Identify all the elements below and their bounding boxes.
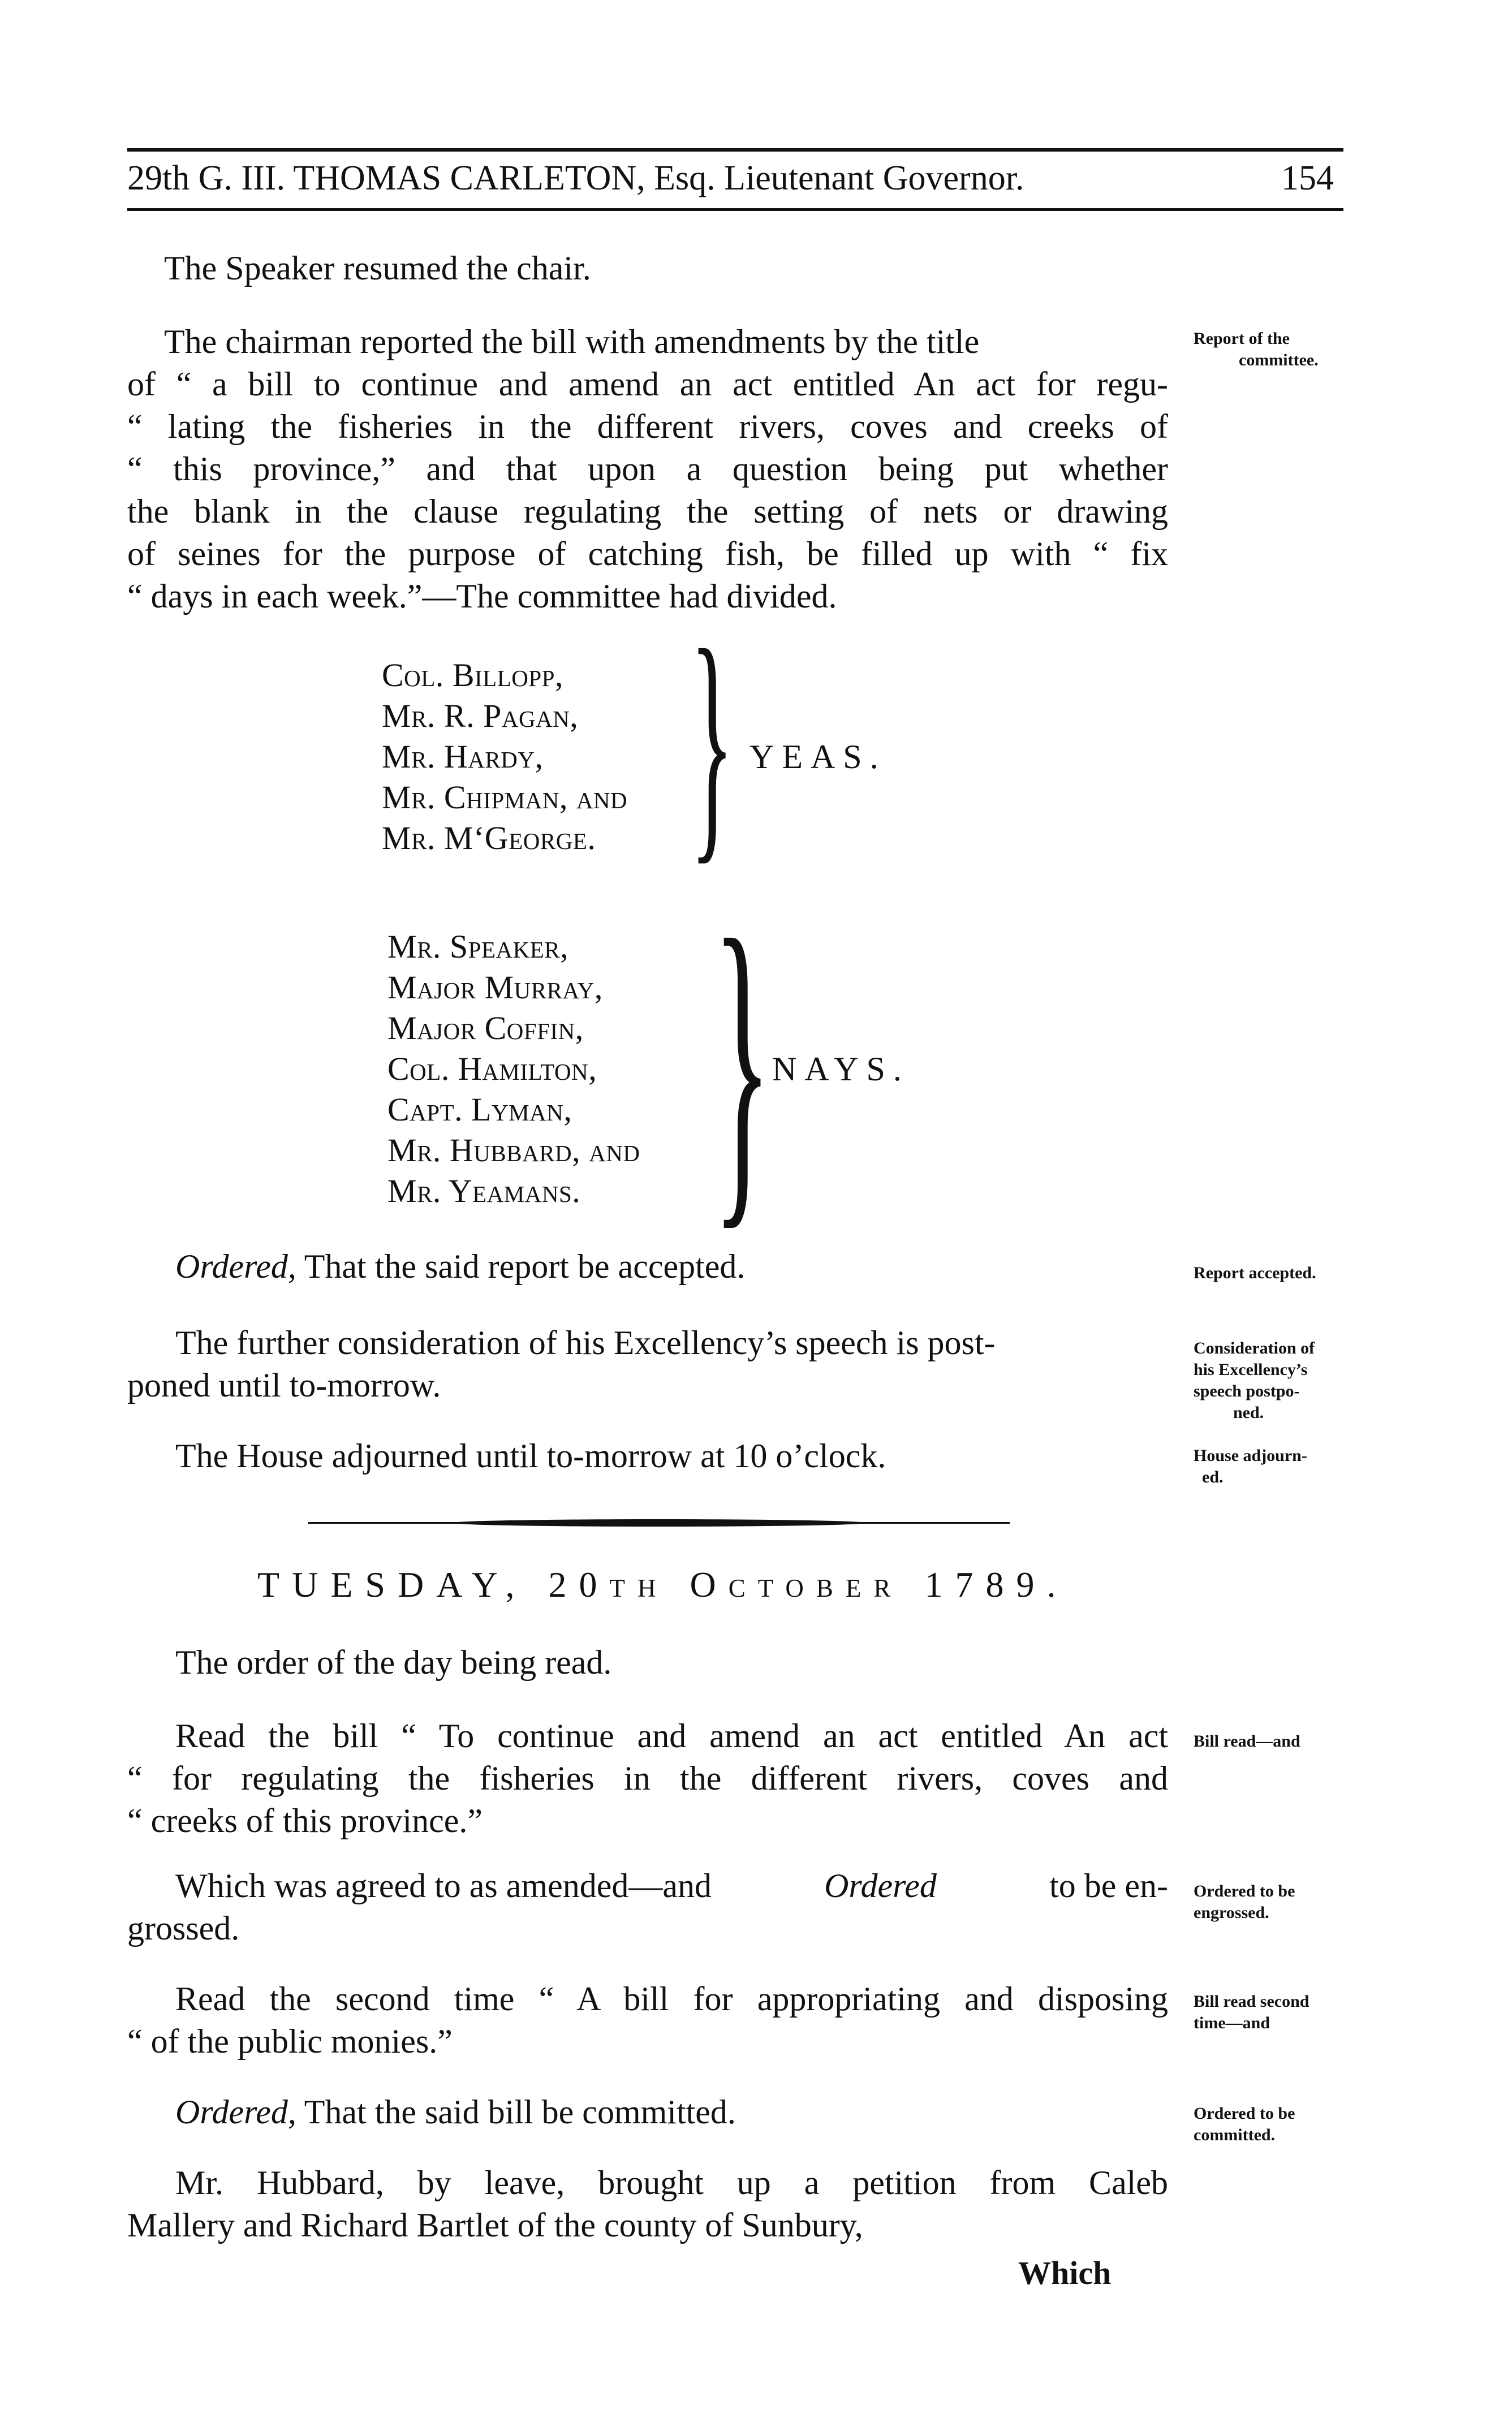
order-of-day: The order of the day being read. [175,1644,612,1681]
text-line: of “ a bill to continue and amend an act entitled An act for regu- [127,365,1168,403]
ordered-report-accepted [175,1247,745,1286]
agreed-line [175,1867,1168,1906]
yea-name: Mr. Chipman, and [382,779,628,816]
ordered-text: That the said bill be committed. [304,2093,736,2131]
nay-name: Major Coffin, [387,1010,584,1046]
margin-note-ordered-committed: Ordered to be committed. [1194,2104,1295,2144]
yea-name: Mr. Hardy, [382,738,544,775]
catchword: Which [1018,2255,1112,2291]
text-line: “ for regulating the fisheries in the different rivers, coves and [127,1760,1168,1797]
header-rule-top [127,148,1343,152]
margin-note-bill-read: Bill read—and [1194,1732,1300,1751]
margin-note-bill-read-second: Bill read second time—and [1194,1992,1309,2032]
agreed-text: Which was agreed to as amended—and [175,1867,712,1904]
nay-name: Col. Hamilton, [387,1050,597,1087]
yeas-brace: } [690,597,734,885]
header-rule-bottom [127,208,1343,211]
text-line: the blank in the clause regulating the setting of nets or drawing [127,493,1168,530]
text-line: Read the bill “ To continue and amend an act entitled An act [175,1717,1168,1755]
margin-note-ordered-engrossed: Ordered to be engrossed. [1194,1882,1295,1922]
nay-name: Capt. Lyman, [387,1091,572,1128]
margin-note-report-accepted: Report accepted. [1194,1264,1316,1282]
text-line: The chairman reported the bill with amendments by the title [164,323,980,360]
paragraph-speaker-resumed: The Speaker resumed the chair. [164,249,591,287]
yeas-label: YEAS. [749,738,886,775]
text-line: Mr. Hubbard, by leave, brought up a petition from Caleb [175,2164,1168,2201]
text-line: poned until to-morrow. [127,1367,441,1404]
nay-name: Mr. Yeamans. [387,1173,581,1209]
text-line: Mallery and Richard Bartlet of the county of Sunbury, [127,2206,863,2244]
ordered-text: That the said report be accepted. [304,1248,746,1285]
nays-label: NAYS. [772,1050,910,1088]
ordered-word: Ordered, [175,2093,296,2131]
margin-note-consideration: Consideration of his Excellency’s speech postpo- ned. [1194,1339,1315,1422]
yea-name: Col. Billopp, [382,657,563,693]
text-line: Read the second time “ A bill for appropriating and disposing [175,1980,1168,2018]
text-line: of seines for the purpose of catching fish, be filled up with “ fix [127,535,1168,572]
text-line: “ of the public monies.” [127,2023,453,2060]
ordered-word: Ordered, [175,1248,296,1285]
running-head: 29th G. III. THOMAS CARLETON, Esq. Lieutenant Governor. [127,159,1024,197]
text-line: The further consideration of his Excellency’s speech is post- [175,1324,996,1361]
margin-note-house-adjourned: House adjourn- ed. [1194,1446,1307,1486]
nay-name: Major Murray, [387,969,603,1006]
ordered-committed [175,2093,736,2132]
page-number: 154 [1281,159,1334,197]
ordered-word: Ordered [824,1867,937,1904]
text-line: “ lating the fisheries in the different rivers, coves and creeks of [127,408,1168,445]
nays-brace: } [713,869,772,1257]
date-heading: TUESDAY, 20th October 1789. [257,1564,1069,1605]
text-line: “ creeks of this province.” [127,1802,483,1839]
agreed-tail: to be en- [1049,1867,1168,1904]
section-divider-swell [453,1519,865,1527]
nay-name: Mr. Hubbard, and [387,1132,640,1169]
house-adjourned: The House adjourned until to-morrow at 10 o’clock. [175,1437,886,1475]
yea-name: Mr. M‘George. [382,820,596,856]
text-line: “ this province,” and that upon a question being put whether [127,450,1168,488]
nay-name: Mr. Speaker, [387,928,569,965]
text-line: grossed. [127,1910,240,1947]
margin-note-report-committee: Report of the committee. [1194,329,1319,369]
yea-name: Mr. R. Pagan, [382,697,579,734]
text-line: “ days in each week.”—The committee had divided. [127,577,837,615]
